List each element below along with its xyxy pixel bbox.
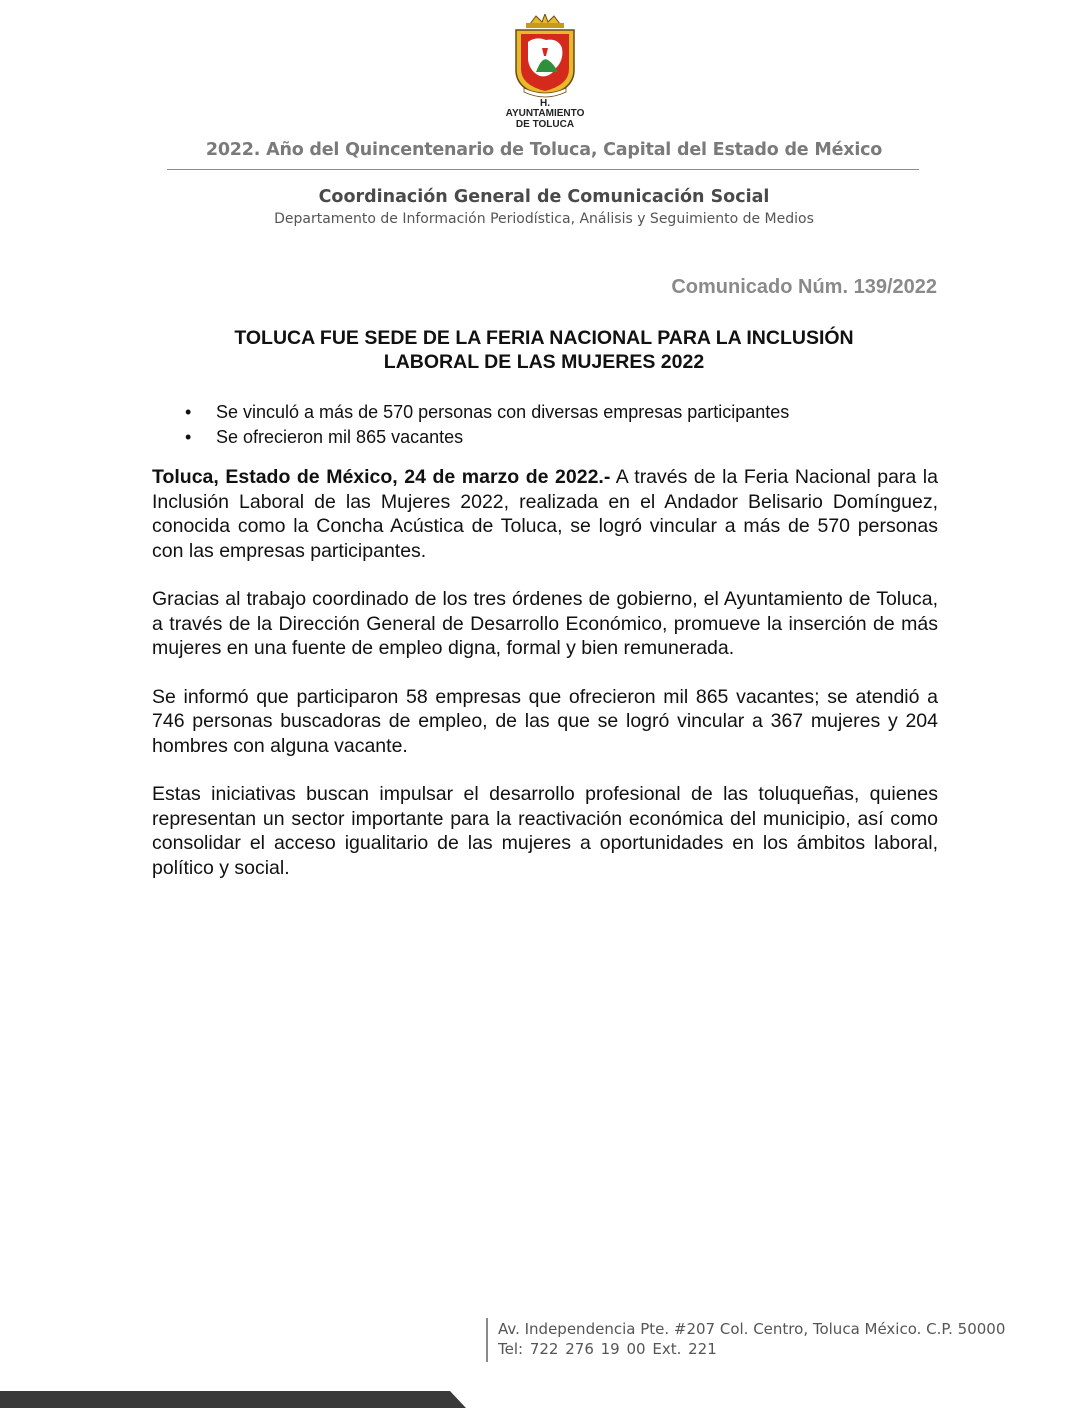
bullet-icon: • (185, 426, 192, 447)
footer-phone: Tel: 722 276 19 00 Ext. 221 (498, 1340, 717, 1358)
headline-line2: LABORAL DE LAS MUJERES 2022 (383, 351, 705, 373)
highlight-text: Se ofrecieron mil 865 vacantes (216, 426, 464, 447)
paragraph-4: Estas iniciativas buscan impulsar el desarrollo profesional de las toluqueñas, quienes representan un sector importante para la reactivación económica del municipio, así como consolidar el acceso igualitario de las mujeres a oportunidades en los ámbitos laboral, político y social. (152, 783, 938, 879)
list-item (185, 400, 925, 425)
year-banner: 2022. Año del Quincentenario de Toluca, Capital del Estado de México (205, 140, 883, 160)
release-number: Comunicado Núm. 139/2022 (671, 276, 937, 298)
paragraph-2: Gracias al trabajo coordinado de los tres órdenes de gobierno, el Ayuntamiento de Toluca, a través de la Dirección General de Desarrollo Económico, promueve la inserción de más mujeres en una fuente de empleo digna, formal y bien remunerada. (152, 588, 938, 659)
toluca-coat-of-arms-icon (506, 14, 584, 98)
dateline: Toluca, Estado de México, 24 de marzo de 2022.- (152, 466, 611, 488)
paragraph-3: Se informó que participaron 58 empresas que ofrecieron mil 865 vacantes; se atendió a 746 personas buscadoras de empleo, de las que se logró vincular a 367 mujeres y 204 hombres con alguna vacante. (152, 685, 938, 757)
bottom-band (0, 1387, 1088, 1408)
footer-address: Av. Independencia Pte. #207 Col. Centro, Toluca México. C.P. 50000 (498, 1320, 1006, 1338)
bullet-icon: • (185, 402, 192, 422)
coordination-subtitle: Departamento de Información Periodística, Análisis y Seguimiento de Medios (274, 211, 814, 227)
coordination-title: Coordinación General de Comunicación Social (318, 187, 770, 207)
body-text (152, 465, 938, 904)
paragraph-1 (152, 465, 938, 563)
logo (500, 14, 590, 130)
highlights-list (185, 400, 925, 449)
highlight-text: Se vinculó a más de 570 personas con diversas empresas participantes (216, 402, 790, 422)
logo-caption-line1: H. AYUNTAMIENTO (505, 98, 585, 119)
headline-line1: TOLUCA FUE SEDE DE LA FERIA NACIONAL PARA LA INCLUSIÓN (234, 327, 854, 349)
logo-caption-line2: DE TOLUCA (515, 119, 575, 130)
banner-divider (167, 169, 919, 170)
paragraph-1-text: A través de la Feria Nacional para la Inclusión Laboral de las Mujeres 2022, realizada en el Andador Belisario Domínguez, conocida como la Concha Acústica de Toluca, se logró vincular a más de 570 personas con las empresas participantes. (152, 466, 938, 562)
footer-divider (486, 1318, 488, 1362)
list-item (185, 425, 925, 450)
headline (150, 326, 938, 374)
